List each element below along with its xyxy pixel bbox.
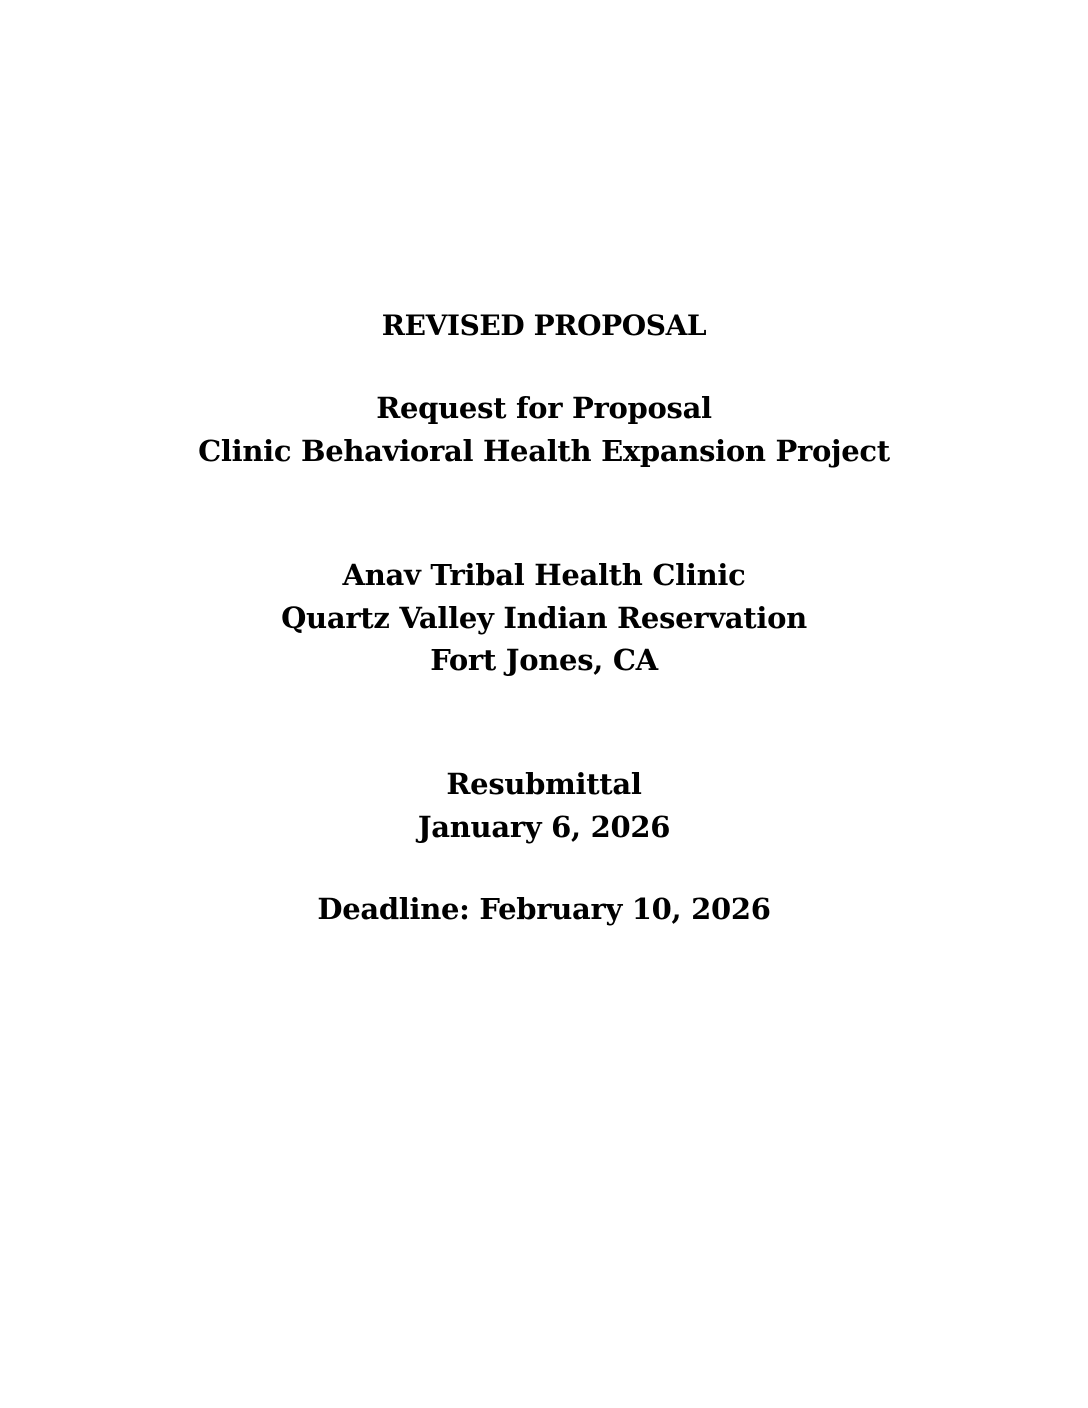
reservation-name: Quartz Valley Indian Reservation (281, 601, 807, 635)
project-name: Clinic Behavioral Health Expansion Project (198, 434, 890, 468)
location: Fort Jones, CA (430, 643, 658, 677)
document-heading: REVISED PROPOSAL (381, 309, 707, 342)
clinic-name: Anav Tribal Health Clinic (342, 558, 746, 592)
submission-type: Resubmittal (446, 767, 642, 801)
deadline: Deadline: February 10, 2026 (317, 892, 771, 926)
submission-date: January 6, 2026 (417, 810, 671, 844)
rfp-label: Request for Proposal (376, 391, 712, 425)
